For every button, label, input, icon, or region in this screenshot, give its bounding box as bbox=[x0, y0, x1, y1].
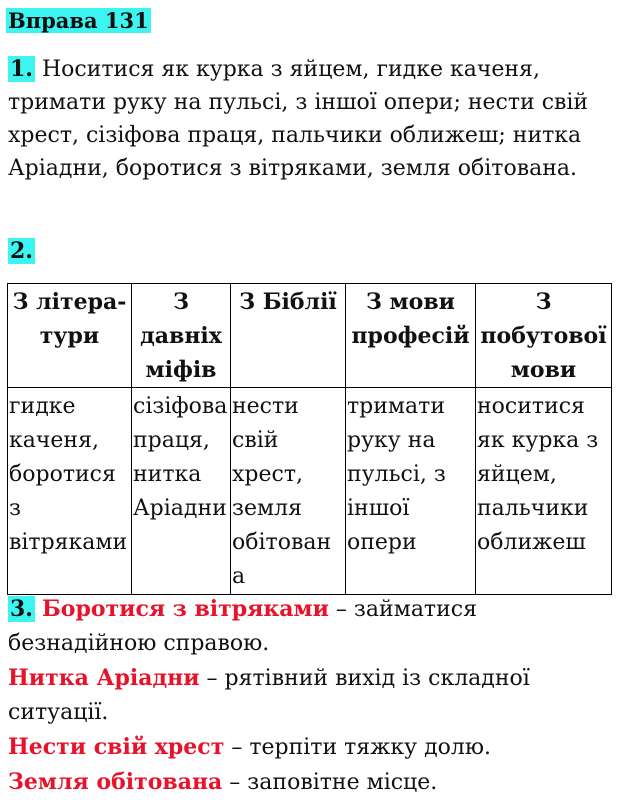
definition-item bbox=[8, 765, 623, 800]
table-header-row bbox=[8, 284, 612, 388]
definition-item bbox=[8, 730, 623, 765]
definition-term: Нести свій хрест bbox=[8, 734, 225, 760]
cell-literature: гидке каченя, боротися з вітряками bbox=[8, 388, 132, 595]
phraseology-table bbox=[7, 283, 612, 595]
section-2-heading bbox=[8, 236, 35, 267]
exercise-title bbox=[6, 6, 151, 36]
definition-term: Боротися з вітряками bbox=[41, 596, 329, 622]
cell-myths: сізіфова праця, нитка Аріадни bbox=[132, 388, 231, 595]
section-1 bbox=[8, 53, 618, 185]
definition-term: Нитка Аріадни bbox=[8, 665, 200, 691]
cell-bible: нести свій хрест, земля обітована bbox=[231, 388, 346, 595]
section-1-text: Носитися як курка з яйцем, гидке каченя, тримати руку на пульсі, з іншої опери; нести свій хрест, сізіфова праця, пальчики оближеш; нитка Аріадни, боротися з вітряками, земля обітована. bbox=[8, 57, 589, 181]
definition-text: – займатися безнадійною справою. bbox=[8, 597, 477, 656]
definition-text: – терпіти тяжку долю. bbox=[224, 735, 492, 760]
header-literature: З літера-тури bbox=[8, 284, 132, 388]
section-2-number: 2. bbox=[10, 238, 33, 264]
header-everyday: З побутової мови bbox=[476, 284, 612, 388]
definition-item bbox=[8, 592, 623, 661]
section-3-number: 3. bbox=[10, 596, 33, 622]
exercise-title-label: Вправа 131 bbox=[8, 8, 149, 33]
definition-text: – рятівний вихід із складної ситуації. bbox=[8, 666, 530, 725]
definition-term: Земля обітована bbox=[8, 769, 223, 795]
table-row bbox=[8, 388, 612, 595]
section-3 bbox=[8, 592, 623, 800]
section-1-number: 1. bbox=[10, 56, 33, 82]
header-professions: З мови професій bbox=[346, 284, 476, 388]
header-myths: З давніх міфів bbox=[132, 284, 231, 388]
cell-professions: тримати руку на пульсі, з іншої опери bbox=[346, 388, 476, 595]
definition-text: – заповітне місце. bbox=[222, 770, 438, 795]
header-bible: З Біблії bbox=[231, 284, 346, 388]
cell-everyday: носитися як курка з яйцем, пальчики оближеш bbox=[476, 388, 612, 595]
definition-item bbox=[8, 661, 623, 730]
